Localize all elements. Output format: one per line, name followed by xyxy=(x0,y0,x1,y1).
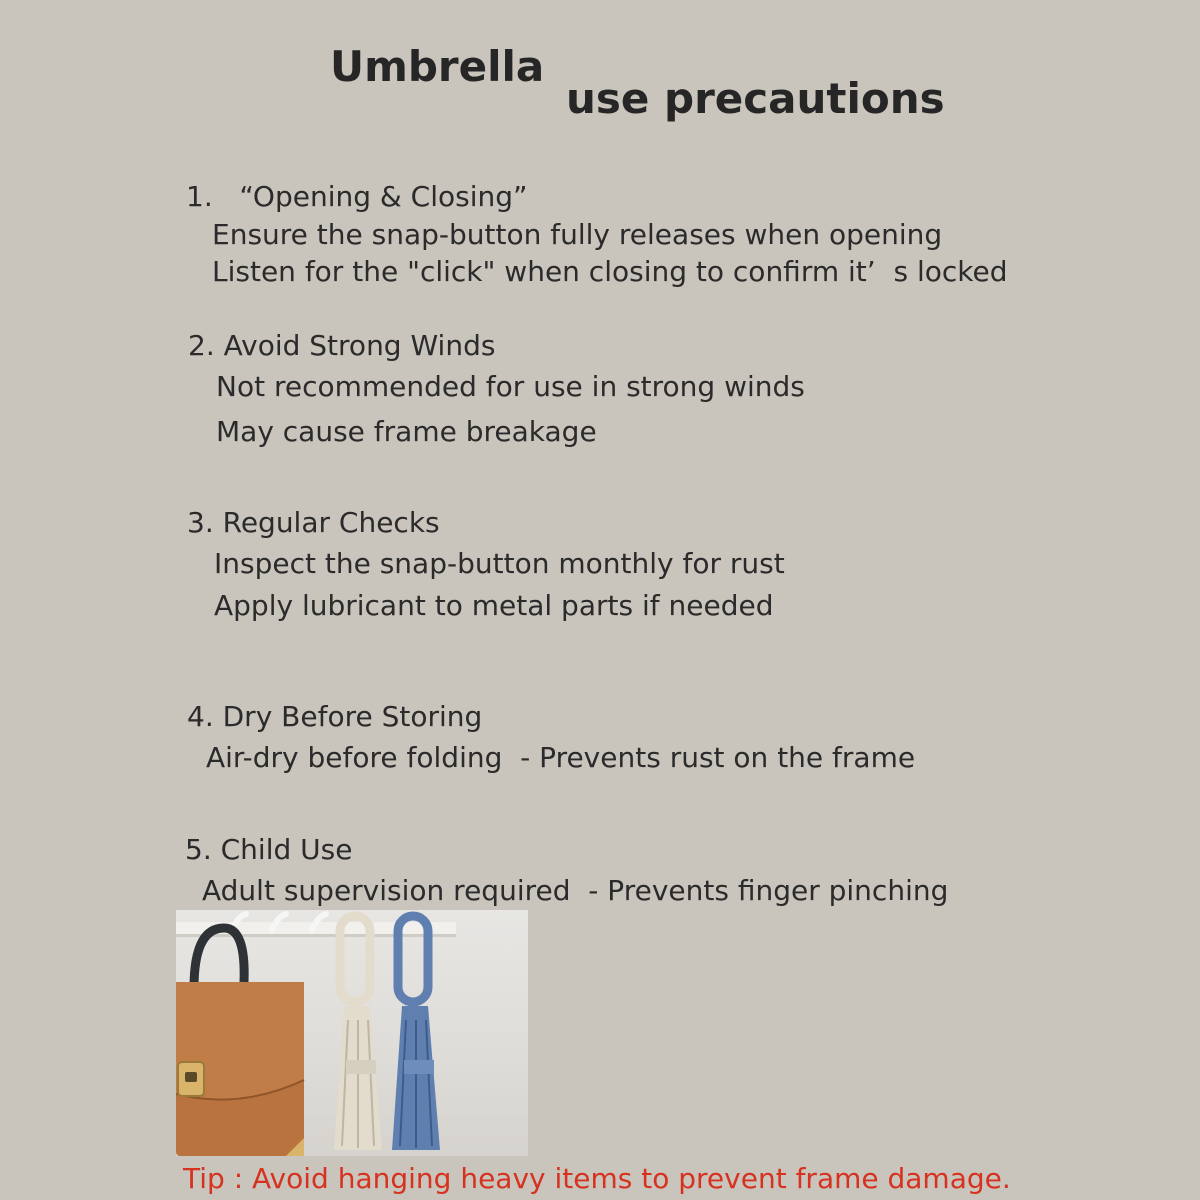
tip-warning: Tip : Avoid hanging heavy items to prevent frame damage. xyxy=(183,1162,1011,1195)
section-line: Listen for the "click" when closing to confirm it’ s locked xyxy=(212,255,1008,288)
title-umbrella: Umbrella xyxy=(330,42,545,91)
cream-umbrella-strap xyxy=(346,1060,376,1074)
section-line: Ensure the snap-button fully releases when opening xyxy=(212,218,943,251)
section-line: May cause frame breakage xyxy=(216,415,597,448)
blue-umbrella-strap xyxy=(404,1060,434,1074)
section-line: Not recommended for use in strong winds xyxy=(216,370,805,403)
title-use-precautions: use precautions xyxy=(566,74,945,123)
section-heading: 5. Child Use xyxy=(185,833,353,866)
section-heading: 2. Avoid Strong Winds xyxy=(188,329,496,362)
product-photo-illustration xyxy=(176,910,528,1156)
bag-clasp-lock xyxy=(185,1072,197,1082)
hook-rail-shadow xyxy=(176,934,456,937)
section-line: Adult supervision required - Prevents finger pinching xyxy=(202,874,949,907)
section-heading: 3. Regular Checks xyxy=(187,506,440,539)
section-heading: 4. Dry Before Storing xyxy=(187,700,483,733)
section-line: Apply lubricant to metal parts if needed xyxy=(214,589,774,622)
section-line: Inspect the snap-button monthly for rust xyxy=(214,547,785,580)
section-line: Air-dry before folding - Prevents rust on the frame xyxy=(206,741,916,774)
product-photo xyxy=(176,910,528,1156)
section-heading: 1. “Opening & Closing” xyxy=(186,180,528,213)
